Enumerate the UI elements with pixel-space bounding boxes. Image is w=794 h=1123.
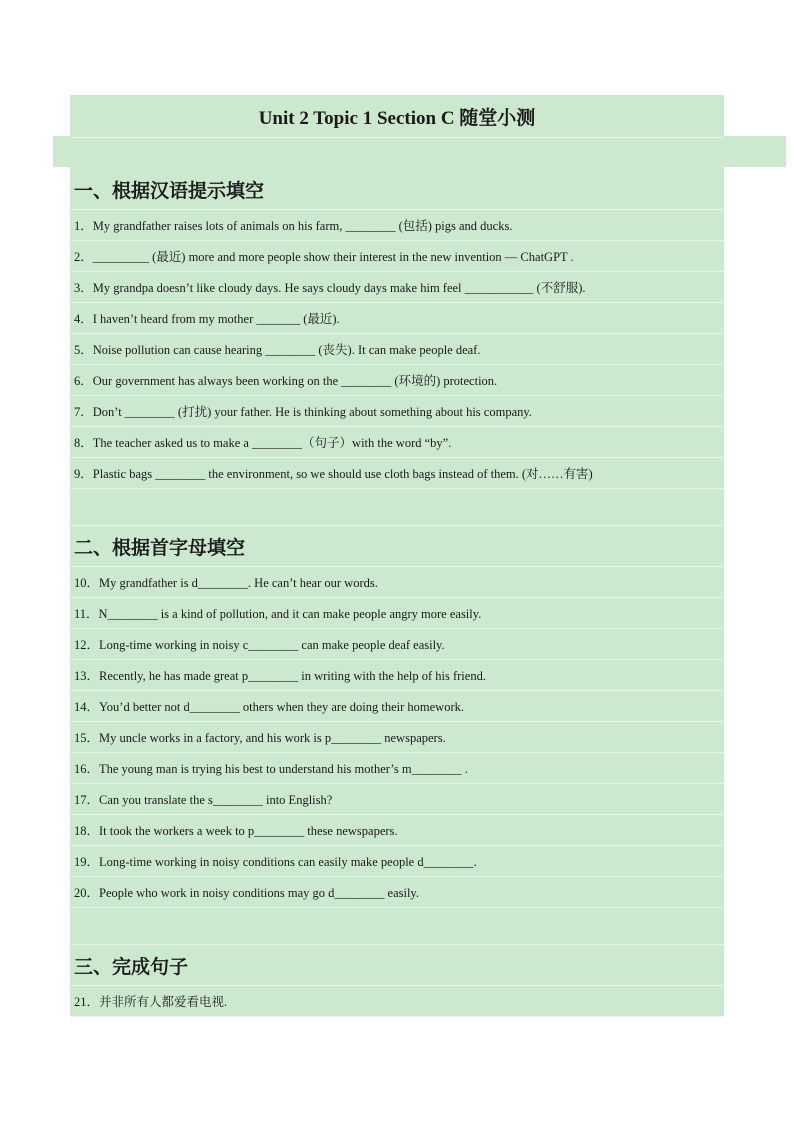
question-item: 6．Our government has always been working on the ________ (环境的) protection. — [70, 365, 724, 396]
section-heading-2: 二、根据首字母填空 — [70, 526, 724, 567]
question-item: 5．Noise pollution can cause hearing ________ (丧失). It can make people deaf. — [70, 334, 724, 365]
question-item: 17．Can you translate the s________ into English? — [70, 784, 724, 815]
question-item: 20．People who work in noisy conditions may go d________ easily. — [70, 877, 724, 908]
section-heading-3: 三、完成句子 — [70, 945, 724, 986]
question-item: 21．并非所有人都爱看电视. — [70, 986, 724, 1017]
question-item: 8．The teacher asked us to make a ________（句子）with the word “by”. — [70, 427, 724, 458]
question-item: 14．You’d better not d________ others when they are doing their homework. — [70, 691, 724, 722]
question-item: 16．The young man is trying his best to understand his mother’s m________ . — [70, 753, 724, 784]
question-item: 15．My uncle works in a factory, and his work is p________ newspapers. — [70, 722, 724, 753]
page-title: Unit 2 Topic 1 Section C 随堂小测 — [70, 95, 724, 138]
question-item: 11．N________ is a kind of pollution, and it can make people angry more easily. — [70, 598, 724, 629]
question-item: 4．I haven’t heard from my mother _______ (最近). — [70, 303, 724, 334]
question-item: 19．Long-time working in noisy conditions can easily make people d________. — [70, 846, 724, 877]
question-item: 7．Don’t ________ (打扰) your father. He is thinking about something about his company. — [70, 396, 724, 427]
question-item: 18．It took the workers a week to p________ these newspapers. — [70, 815, 724, 846]
question-item: 10．My grandfather is d________. He can’t hear our words. — [70, 567, 724, 598]
question-item: 2．_________ (最近) more and more people show their interest in the new invention — ChatGPT . — [70, 241, 724, 272]
section-heading-1: 一、根据汉语提示填空 — [70, 169, 724, 210]
question-item: 9．Plastic bags ________ the environment, so we should use cloth bags instead of them. (对……有害) — [70, 458, 724, 489]
question-item: 13．Recently, he has made great p________ in writing with the help of his friend. — [70, 660, 724, 691]
question-item: 1．My grandfather raises lots of animals on his farm, ________ (包括) pigs and ducks. — [70, 210, 724, 241]
worksheet — [70, 95, 724, 1017]
question-item: 3．My grandpa doesn’t like cloudy days. He says cloudy days make him feel ___________ (不舒服). — [70, 272, 724, 303]
question-item: 12．Long-time working in noisy c________ can make people deaf easily. — [70, 629, 724, 660]
